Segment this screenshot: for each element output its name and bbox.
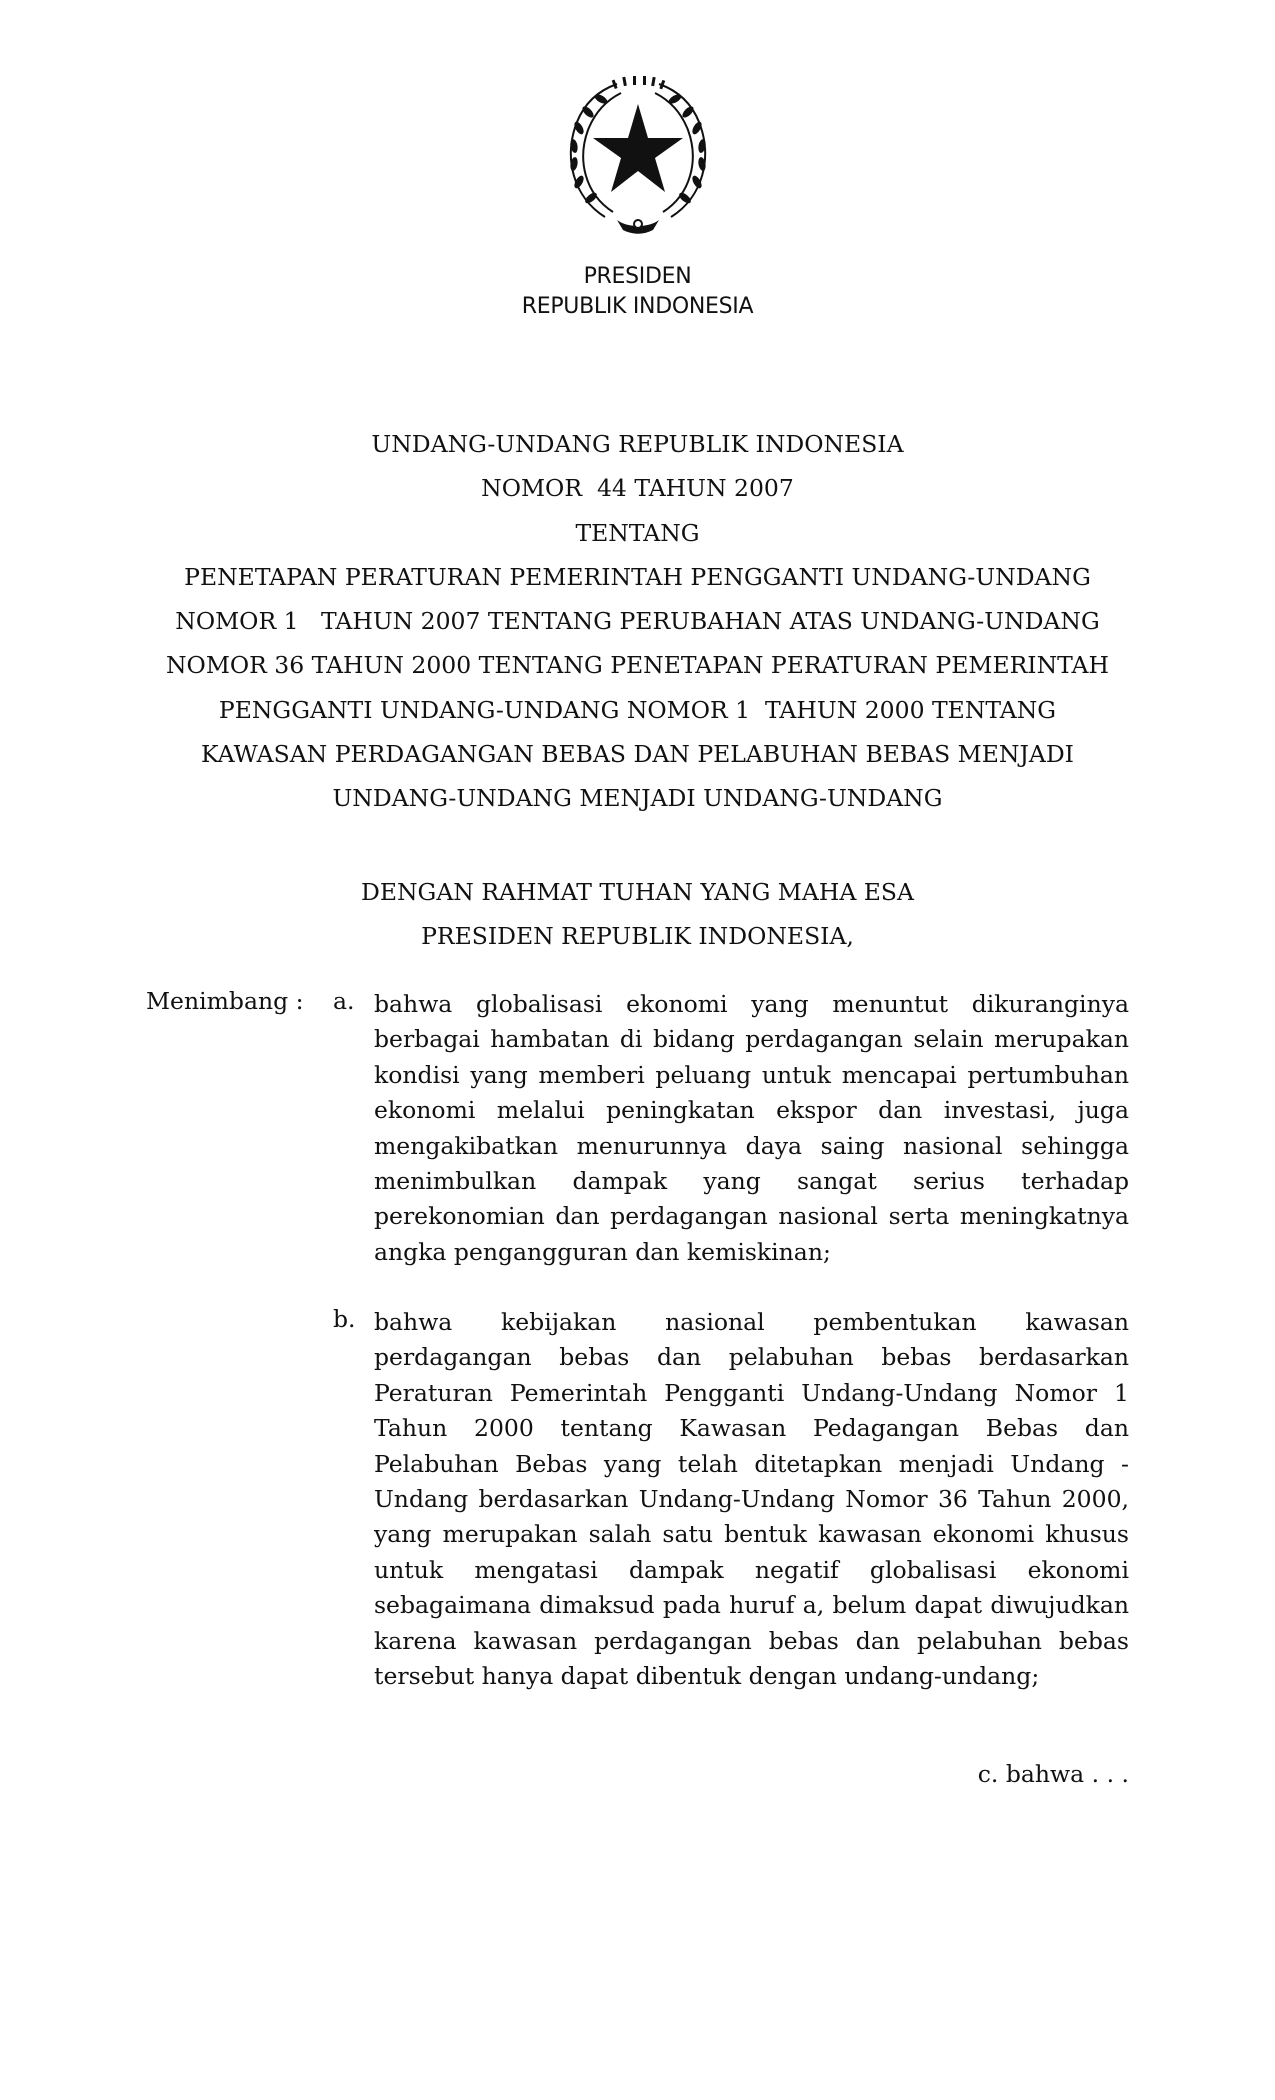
menimbang-label: Menimbang : (146, 987, 304, 1015)
garuda-star-emblem-icon (555, 72, 721, 238)
item-letter: a. (333, 987, 355, 1015)
item-letter: b. (333, 1305, 356, 1333)
office-title-republic: REPUBLIK INDONESIA (521, 294, 754, 319)
office-title-president: PRESIDEN (583, 264, 692, 289)
item-text: bahwa kebijakan nasional pembentukan kawasan perdagangan bebas dan pelabuhan bebas berdasarkan Peraturan Pemerintah Pengganti Undang-Undang Nomor 1 Tahun 2000 tentang Kawasan Pedagangan Bebas dan Pelabuhan Bebas yang telah ditetapkan menjadi Undang - Undang berdasarkan Undang-Undang Nomor 36 Tahun 2000, yang merupakan salah satu bentuk kawasan ekonomi khusus untuk mengatasi dampak negatif globalisasi ekonomi sebagaimana dimaksud pada huruf a, belum dapat diwujudkan karena kawasan perdagangan bebas dan pelabuhan bebas tersebut hanya dapat dibentuk dengan undang-undang; (374, 1308, 1129, 1691)
page-continuation: c. bahwa . . . (977, 1760, 1129, 1788)
title-line: UNDANG-UNDANG REPUBLIK INDONESIA (371, 430, 904, 458)
salutation-line: DENGAN RAHMAT TUHAN YANG MAHA ESA (360, 878, 915, 906)
title-line: NOMOR 44 TAHUN 2007 (481, 474, 794, 503)
title-line: PENETAPAN PERATURAN PEMERINTAH PENGGANTI UNDANG-UNDANG (184, 562, 1091, 591)
law-title (0, 422, 1275, 821)
title-line: NOMOR 1 TAHUN 2007 TENTANG PERUBAHAN ATAS UNDANG-UNDANG (175, 607, 1100, 636)
title-line: TENTANG (575, 518, 700, 547)
title-line: NOMOR 36 TAHUN 2000 TENTANG PENETAPAN PERATURAN PEMERINTAH (165, 651, 1110, 680)
item-text: bahwa globalisasi ekonomi yang menuntut dikuranginya berbagai hambatan di bidang perdagangan selain merupakan kondisi yang memberi peluang untuk mencapai pertumbuhan ekonomi melalui peningkatan ekspor dan investasi, juga mengakibatkan menurunnya daya saing nasional sehingga menimbulkan dampak yang sangat serius terhadap perekonomian dan perdagangan nasional serta meningkatnya angka pengangguran dan kemiskinan; (374, 990, 1129, 1266)
salutation (0, 870, 1275, 958)
salutation-line: PRESIDEN REPUBLIK INDONESIA, (421, 922, 854, 950)
title-line: KAWASAN PERDAGANGAN BEBAS DAN PELABUHAN BEBAS MENJADI (201, 740, 1074, 769)
title-line: UNDANG-UNDANG MENJADI UNDANG-UNDANG (332, 784, 943, 813)
title-line: PENGGANTI UNDANG-UNDANG NOMOR 1 TAHUN 2000 TENTANG (218, 695, 1057, 724)
